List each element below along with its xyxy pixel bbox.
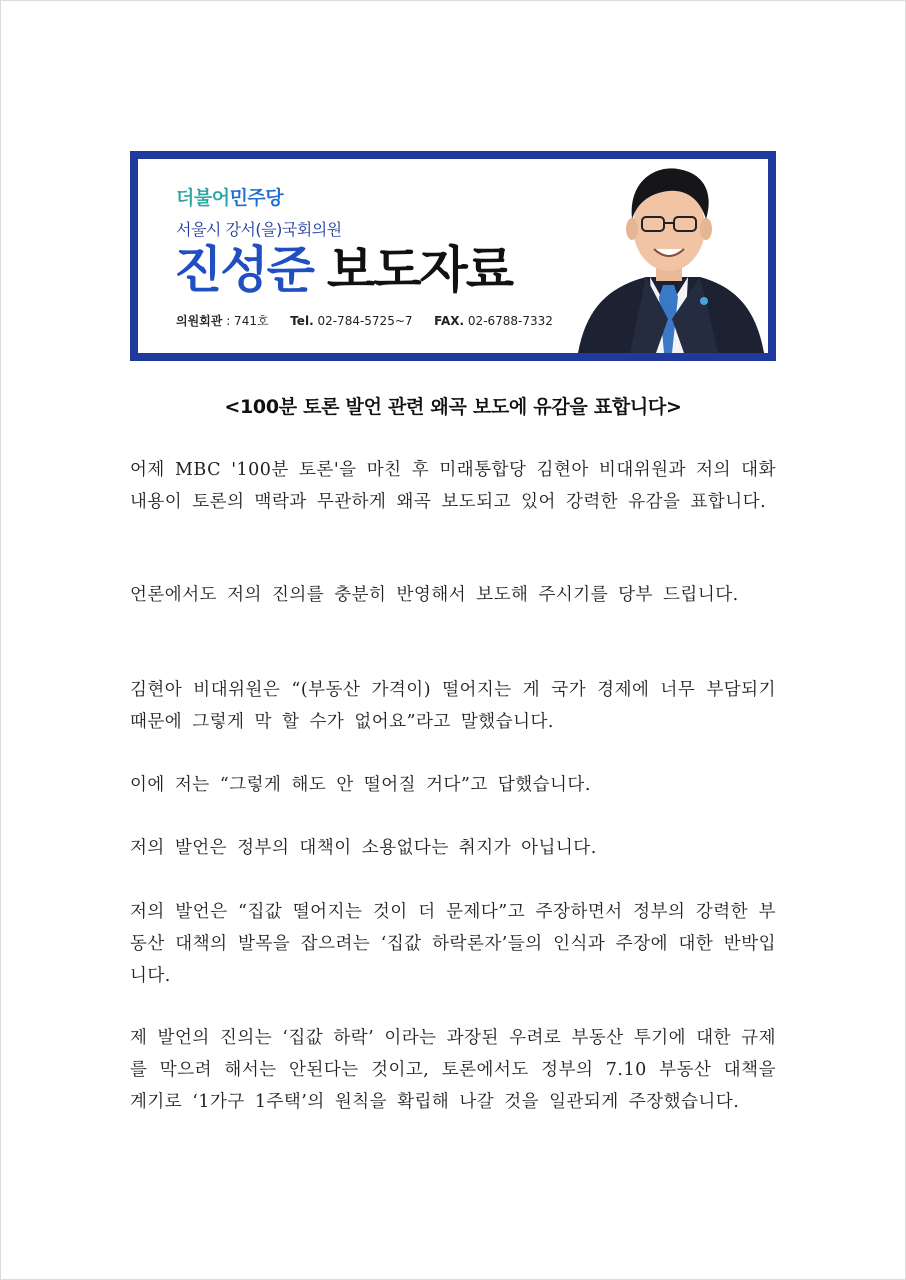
paragraph-4: 이에 저는 “그렇게 해도 안 떨어질 거다”고 답했습니다. xyxy=(130,775,591,795)
paragraph-5: 저의 발언은 정부의 대책이 소용없다는 취지가 아닙니다. xyxy=(130,838,597,858)
paragraph-3: 김현아 비대위원은 “(부동산 가격이) 떨어지는 게 국가 경제에 너무 부담되기 때문에 그렇게 막 할 수가 없어요”라고 말했습니다. xyxy=(130,680,776,732)
tel-label: Tel. xyxy=(290,314,314,328)
office-value: : 741호 xyxy=(226,314,269,328)
district-label: 서울시 강서(을)국회의원 xyxy=(176,220,342,239)
party-logo-part2: 민주당 xyxy=(229,187,284,209)
party-logo xyxy=(176,183,283,210)
lawmaker-name: 진성준 xyxy=(174,241,313,299)
paragraph-2: 언론에서도 저의 진의를 충분히 반영해서 보도해 주시기를 당부 드립니다. xyxy=(130,585,739,605)
party-logo-part1: 더불어 xyxy=(176,187,230,209)
banner-headline xyxy=(174,243,512,297)
tel-value: 02-784-5725~7 xyxy=(317,314,413,328)
office-label: 의원회관 xyxy=(176,314,223,328)
document-title: <100분 토론 발언 관련 왜곡 보도에 유감을 표합니다> xyxy=(224,396,682,418)
banner-inner xyxy=(138,159,768,353)
paragraph-7: 제 발언의 진의는 ‘집값 하락’ 이라는 과장된 우려로 부동산 투기에 대한 규제를 막으려 해서는 안된다는 것이고, 토론에서도 정부의 7.10 부동산 대책을 계기로 ‘1가구 1주택’의 원칙을 확립해 나갈 것을 일관되게 주장했습니다. xyxy=(130,1028,776,1112)
paragraph-1: 어제 MBC '100분 토론'을 마친 후 미래통합당 김현아 비대위원과 저의 대화 내용이 토론의 맥락과 무관하게 왜곡 보도되고 있어 강력한 유감을 표합니다. xyxy=(130,460,776,512)
press-release-banner xyxy=(130,151,776,361)
lawmaker-photo xyxy=(568,159,768,353)
fax-label: FAX. xyxy=(434,314,465,328)
fax-value: 02-6788-7332 xyxy=(467,314,553,328)
paragraph-6: 저의 발언은 “집값 떨어지는 것이 더 문제다”고 주장하면서 정부의 강력한 부동산 대책의 발목을 잡으려는 ‘집값 하락론자’들의 인식과 주장에 대한 반박입니다. xyxy=(130,902,776,986)
document-type: 보도자료 xyxy=(326,241,513,299)
contact-info xyxy=(176,312,553,329)
